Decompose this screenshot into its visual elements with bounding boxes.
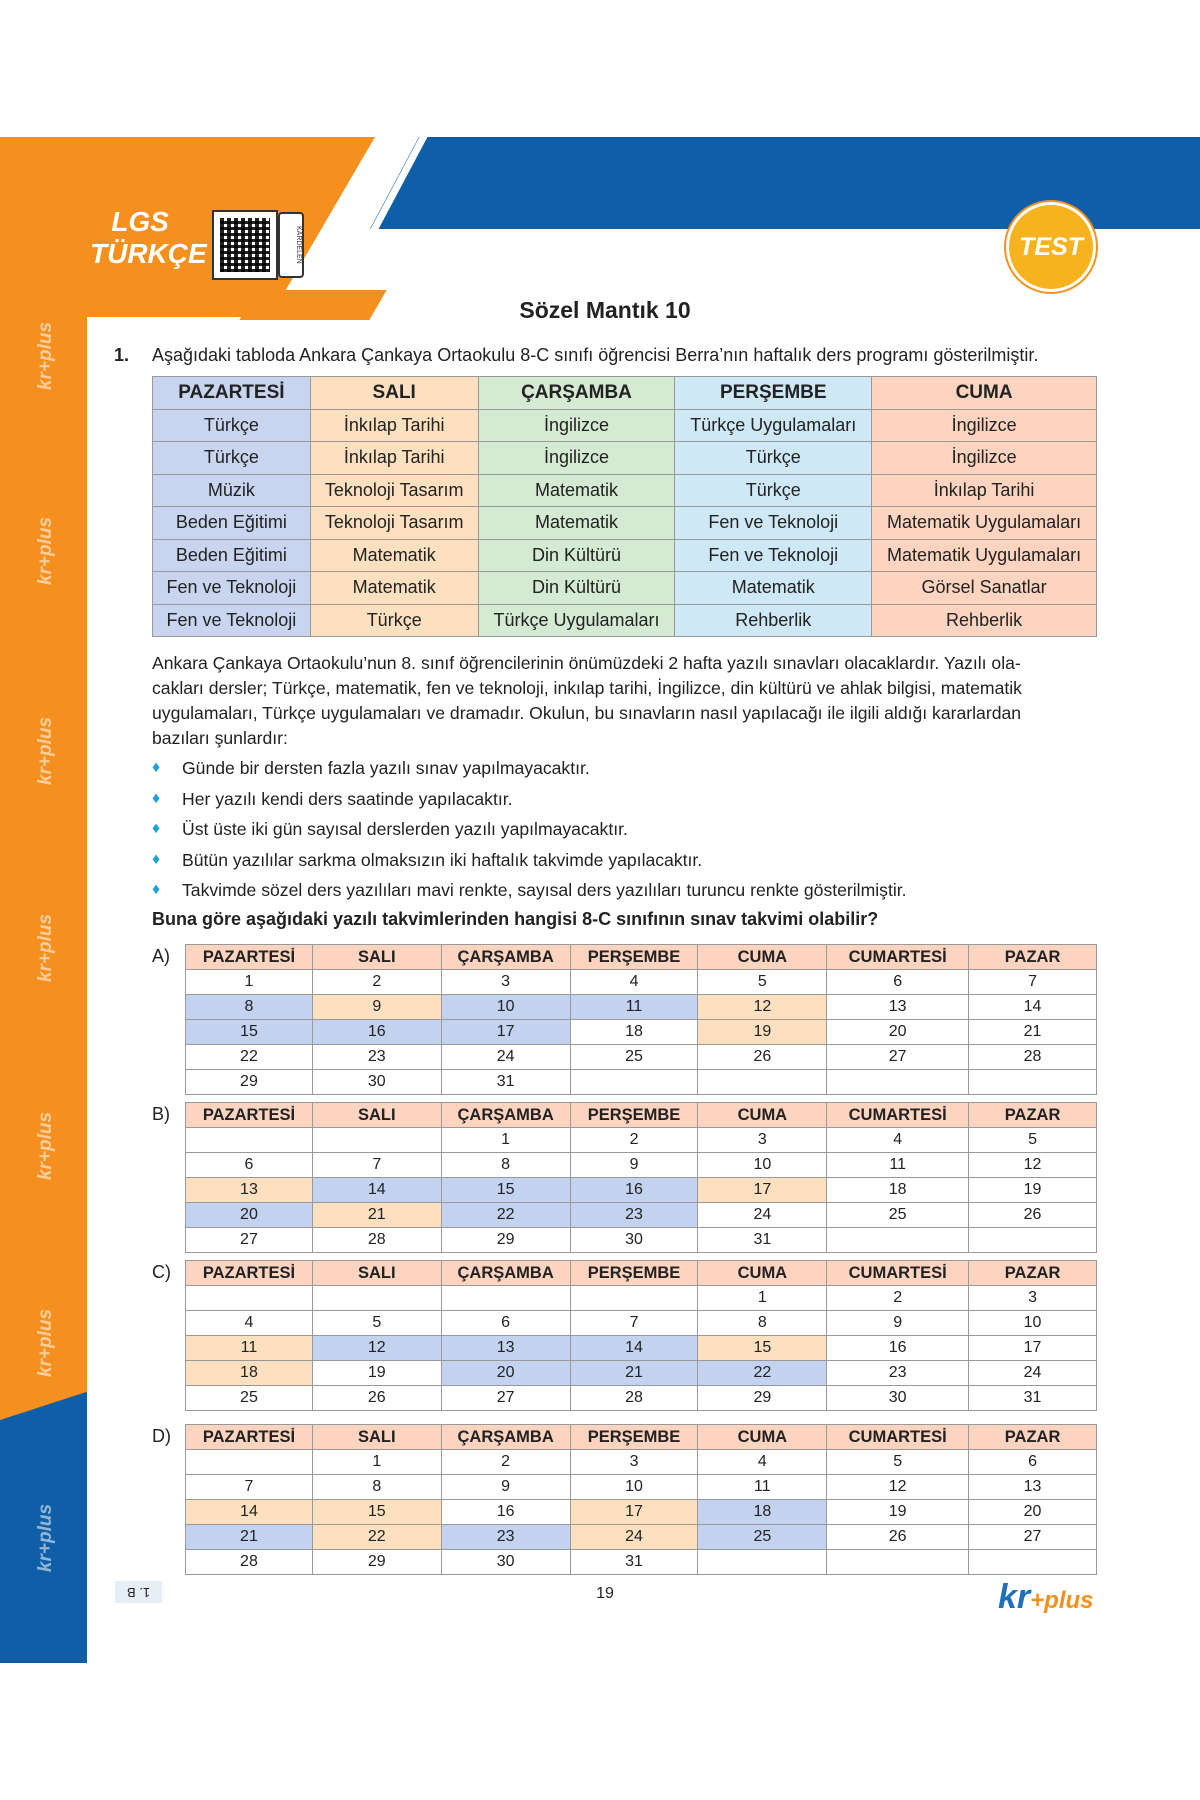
calendar-day: 17 xyxy=(969,1336,1097,1361)
schedule-cell: Türkçe xyxy=(153,409,311,442)
rule-item xyxy=(152,814,1097,845)
calendar-header-cell: PAZARTESİ xyxy=(186,1261,313,1286)
schedule-cell: Matematik xyxy=(478,474,675,507)
calendar-day: 29 xyxy=(186,1070,313,1095)
calendar-day: 1 xyxy=(441,1128,570,1153)
calendar-day: 25 xyxy=(827,1203,969,1228)
calendar-day-blue: 22 xyxy=(441,1203,570,1228)
calendar-header-cell: SALI xyxy=(312,1425,441,1450)
schedule-header-cell: PERŞEMBE xyxy=(675,377,872,410)
calendar-day: 12 xyxy=(969,1153,1097,1178)
calendar-day-blue: 21 xyxy=(186,1525,313,1550)
schedule-header-row xyxy=(153,377,1097,410)
calendar-week-row xyxy=(186,1386,1097,1411)
paragraph-line: cakları dersler; Türkçe, matematik, fen ve teknoloji, inkılap tarihi, İngilizce, din kültürü ve ahlak bilgisi, matematik xyxy=(152,678,1022,698)
test-badge: TEST 10 xyxy=(1006,202,1096,292)
calendar-week-row xyxy=(186,1228,1097,1253)
calendar-day: 19 xyxy=(312,1361,441,1386)
schedule-cell: Fen ve Teknoloji xyxy=(153,572,311,605)
calendar-day xyxy=(969,1550,1097,1575)
calendar-day: 2 xyxy=(827,1286,969,1311)
calendar-day xyxy=(698,1070,827,1095)
calendar-day-orange: 18 xyxy=(186,1361,313,1386)
calendar-day xyxy=(969,1228,1097,1253)
calendar-day-blue: 23 xyxy=(441,1525,570,1550)
calendar-day: 25 xyxy=(186,1386,313,1411)
calendar-day: 29 xyxy=(441,1228,570,1253)
calendar-day xyxy=(441,1286,570,1311)
calendar-week-row xyxy=(186,1128,1097,1153)
subject-logo-line1: LGS xyxy=(111,206,169,237)
calendar-day-blue: 14 xyxy=(312,1178,441,1203)
calendar-header-cell: CUMARTESİ xyxy=(827,1425,969,1450)
option-b-label[interactable]: B) xyxy=(152,1104,170,1124)
calendar-week-row xyxy=(186,1203,1097,1228)
schedule-cell: Rehberlik xyxy=(872,604,1097,637)
calendar-day xyxy=(570,1070,698,1095)
calendar-header-cell: PAZAR xyxy=(969,1261,1097,1286)
schedule-cell: Fen ve Teknoloji xyxy=(153,604,311,637)
calendar-day-blue: 13 xyxy=(441,1336,570,1361)
calendar-week-row xyxy=(186,1336,1097,1361)
schedule-cell: Din Kültürü xyxy=(478,539,675,572)
rule-text: Bütün yazılılar sarkma olmaksızın iki haftalık takvimde yapılacaktır. xyxy=(182,849,703,870)
calendar-day: 19 xyxy=(969,1178,1097,1203)
calendar-day: 5 xyxy=(698,970,827,995)
calendar-day xyxy=(186,1128,313,1153)
calendar-day-blue: 15 xyxy=(186,1020,313,1045)
calendar-header-cell: SALI xyxy=(312,945,441,970)
calendar-day-orange: 15 xyxy=(698,1336,827,1361)
calendar-week-row xyxy=(186,1153,1097,1178)
schedule-cell: Matematik xyxy=(675,572,872,605)
schedule-header-cell: SALI xyxy=(310,377,478,410)
calendar-day: 12 xyxy=(827,1475,969,1500)
calendar-day-orange: 11 xyxy=(186,1336,313,1361)
calendar-day-orange: 24 xyxy=(570,1525,698,1550)
calendar-day-orange: 21 xyxy=(312,1203,441,1228)
calendar-header-cell: CUMARTESİ xyxy=(827,945,969,970)
calendar-day: 11 xyxy=(827,1153,969,1178)
calendar-week-row xyxy=(186,1286,1097,1311)
answer-key: 1. B xyxy=(115,1581,162,1603)
option-c-calendar xyxy=(185,1260,1097,1411)
side-logo: kr+plus xyxy=(35,1503,56,1573)
calendar-day-blue: 12 xyxy=(312,1336,441,1361)
schedule-header-cell: PAZARTESİ xyxy=(153,377,311,410)
calendar-day-blue: 18 xyxy=(698,1500,827,1525)
calendar-day xyxy=(186,1286,313,1311)
schedule-row xyxy=(153,442,1097,475)
calendar-day: 24 xyxy=(441,1045,570,1070)
schedule-cell: Beden Eğitimi xyxy=(153,539,311,572)
calendar-day-blue: 14 xyxy=(570,1336,698,1361)
side-logo: kr+plus xyxy=(35,913,56,983)
schedule-header-cell: CUMA xyxy=(872,377,1097,410)
option-c-label[interactable]: C) xyxy=(152,1262,171,1282)
calendar-day: 9 xyxy=(441,1475,570,1500)
question-prompt: Buna göre aşağıdaki yazılı takvimlerinden hangisi 8-C sınıfının sınav takvimi olabilir? xyxy=(152,909,879,929)
calendar-header-cell: PERŞEMBE xyxy=(570,1103,698,1128)
calendar-day: 9 xyxy=(570,1153,698,1178)
schedule-cell: Rehberlik xyxy=(675,604,872,637)
calendar-day: 10 xyxy=(969,1311,1097,1336)
schedule-cell: Fen ve Teknoloji xyxy=(675,539,872,572)
calendar-day: 1 xyxy=(312,1450,441,1475)
schedule-cell: Türkçe xyxy=(675,442,872,475)
schedule-cell: Matematik xyxy=(310,572,478,605)
calendar-day-blue: 11 xyxy=(570,995,698,1020)
schedule-cell: Türkçe xyxy=(675,474,872,507)
calendar-day: 28 xyxy=(570,1386,698,1411)
paragraph-line: bazıları şunlardır: xyxy=(152,728,288,748)
calendar-day: 16 xyxy=(827,1336,969,1361)
calendar-day: 2 xyxy=(312,970,441,995)
calendar-day: 3 xyxy=(441,970,570,995)
calendar-day: 28 xyxy=(312,1228,441,1253)
calendar-day-orange: 14 xyxy=(186,1500,313,1525)
diamond-bullet-icon: ♦ xyxy=(152,820,161,837)
side-logo: kr+plus xyxy=(35,516,56,586)
calendar-day: 20 xyxy=(969,1500,1097,1525)
calendar-day: 21 xyxy=(969,1020,1097,1045)
calendar-day: 24 xyxy=(698,1203,827,1228)
question-intro: Aşağıdaki tabloda Ankara Çankaya Ortaokulu 8-C sınıfı öğrencisi Berra’nın haftalık ders programı gösterilmiştir. xyxy=(152,345,1039,365)
diamond-bullet-icon: ♦ xyxy=(152,881,161,898)
subject-logo xyxy=(90,206,207,270)
calendar-day-blue: 16 xyxy=(570,1178,698,1203)
calendar-header-row xyxy=(186,945,1097,970)
calendar-header-cell: PAZAR xyxy=(969,1425,1097,1450)
calendar-day xyxy=(312,1286,441,1311)
schedule-cell: Türkçe Uygulamaları xyxy=(478,604,675,637)
rule-text: Üst üste iki gün sayısal derslerden yazılı yapılmayacaktır. xyxy=(182,819,628,839)
rule-text: Her yazılı kendi ders saatinde yapılacaktır. xyxy=(182,788,513,809)
calendar-week-row xyxy=(186,1361,1097,1386)
calendar-day: 14 xyxy=(969,995,1097,1020)
calendar-day: 30 xyxy=(441,1550,570,1575)
rule-item xyxy=(152,753,1097,784)
calendar-day-orange: 17 xyxy=(698,1178,827,1203)
calendar-week-row xyxy=(186,1178,1097,1203)
diamond-bullet-icon: ♦ xyxy=(152,850,161,868)
schedule-cell: Beden Eğitimi xyxy=(153,507,311,540)
calendar-day: 23 xyxy=(827,1361,969,1386)
qr-tag: KARDELEN xyxy=(278,212,304,278)
calendar-day: 30 xyxy=(827,1386,969,1411)
calendar-day: 7 xyxy=(570,1311,698,1336)
rule-item xyxy=(152,784,1097,815)
schedule-cell: Fen ve Teknoloji xyxy=(675,507,872,540)
calendar-day: 1 xyxy=(698,1286,827,1311)
brand-logo xyxy=(998,1578,1094,1617)
schedule-cell: İngilizce xyxy=(872,409,1097,442)
schedule-cell: Matematik Uygulamaları xyxy=(872,507,1097,540)
calendar-week-row xyxy=(186,1475,1097,1500)
calendar-day xyxy=(312,1128,441,1153)
schedule-cell: İnkılap Tarihi xyxy=(872,474,1097,507)
rules-list xyxy=(152,753,1097,906)
calendar-day xyxy=(969,1070,1097,1095)
schedule-cell: İngilizce xyxy=(872,442,1097,475)
schedule-cell: Matematik xyxy=(478,507,675,540)
calendar-day: 4 xyxy=(827,1128,969,1153)
calendar-day xyxy=(827,1228,969,1253)
calendar-header-cell: PAZARTESİ xyxy=(186,1103,313,1128)
calendar-day: 4 xyxy=(698,1450,827,1475)
calendar-header-cell: SALI xyxy=(312,1261,441,1286)
side-logo: kr+plus xyxy=(35,1111,56,1181)
question-paragraph xyxy=(152,651,1097,751)
calendar-day: 6 xyxy=(827,970,969,995)
calendar-day-orange: 22 xyxy=(312,1525,441,1550)
schedule-cell: Müzik xyxy=(153,474,311,507)
option-d-calendar xyxy=(185,1424,1097,1575)
calendar-day: 5 xyxy=(827,1450,969,1475)
calendar-day xyxy=(827,1550,969,1575)
calendar-header-cell: CUMA xyxy=(698,1425,827,1450)
calendar-day: 27 xyxy=(827,1045,969,1070)
question-number: 1. xyxy=(114,345,130,365)
qr-code[interactable] xyxy=(212,210,278,280)
calendar-day-orange: 13 xyxy=(186,1178,313,1203)
calendar-day: 18 xyxy=(827,1178,969,1203)
calendar-day-blue: 23 xyxy=(570,1203,698,1228)
calendar-header-cell: CUMA xyxy=(698,1103,827,1128)
calendar-day: 8 xyxy=(698,1311,827,1336)
rule-item xyxy=(152,875,1097,906)
calendar-day-blue: 20 xyxy=(186,1203,313,1228)
calendar-day: 10 xyxy=(698,1153,827,1178)
schedule-cell: Teknoloji Tasarım xyxy=(310,507,478,540)
calendar-day: 28 xyxy=(969,1045,1097,1070)
schedule-cell: Türkçe xyxy=(153,442,311,475)
calendar-day-blue: 16 xyxy=(312,1020,441,1045)
calendar-header-cell: PAZARTESİ xyxy=(186,945,313,970)
schedule-cell: Türkçe Uygulamaları xyxy=(675,409,872,442)
calendar-day: 26 xyxy=(969,1203,1097,1228)
page-title: Sözel Mantık 10 xyxy=(519,297,691,323)
calendar-day: 1 xyxy=(186,970,313,995)
schedule-cell: Matematik xyxy=(310,539,478,572)
calendar-day: 11 xyxy=(698,1475,827,1500)
calendar-day: 2 xyxy=(441,1450,570,1475)
calendar-week-row xyxy=(186,1045,1097,1070)
calendar-week-row xyxy=(186,970,1097,995)
calendar-day: 6 xyxy=(969,1450,1097,1475)
calendar-day: 10 xyxy=(570,1475,698,1500)
calendar-day: 26 xyxy=(312,1386,441,1411)
rule-text: Takvimde sözel ders yazılıları mavi renkte, sayısal ders yazılıları turuncu renkte gösterilmiştir. xyxy=(182,880,907,900)
schedule-cell: Matematik Uygulamaları xyxy=(872,539,1097,572)
calendar-day-blue: 20 xyxy=(441,1361,570,1386)
calendar-day-orange: 19 xyxy=(698,1020,827,1045)
calendar-day: 3 xyxy=(969,1286,1097,1311)
calendar-day: 7 xyxy=(969,970,1097,995)
page-number: 19 xyxy=(596,1585,614,1602)
schedule-row xyxy=(153,572,1097,605)
calendar-day: 13 xyxy=(969,1475,1097,1500)
diamond-bullet-icon: ♦ xyxy=(152,759,161,776)
calendar-day: 7 xyxy=(186,1475,313,1500)
calendar-day xyxy=(698,1550,827,1575)
calendar-day-blue: 21 xyxy=(570,1361,698,1386)
calendar-day-blue: 25 xyxy=(698,1525,827,1550)
calendar-header-cell: PERŞEMBE xyxy=(570,1261,698,1286)
calendar-day: 27 xyxy=(969,1525,1097,1550)
schedule-header-cell: ÇARŞAMBA xyxy=(478,377,675,410)
calendar-day xyxy=(186,1450,313,1475)
schedule-cell: İnkılap Tarihi xyxy=(310,442,478,475)
calendar-day-blue: 15 xyxy=(441,1178,570,1203)
calendar-header-cell: CUMA xyxy=(698,945,827,970)
brand-plus: +plus xyxy=(1030,1587,1094,1614)
schedule-cell: Türkçe xyxy=(310,604,478,637)
calendar-day: 16 xyxy=(441,1500,570,1525)
calendar-day-blue: 22 xyxy=(698,1361,827,1386)
calendar-day: 8 xyxy=(312,1475,441,1500)
calendar-header-cell: PAZAR xyxy=(969,1103,1097,1128)
calendar-header-cell: CUMARTESİ xyxy=(827,1103,969,1128)
calendar-day: 31 xyxy=(570,1550,698,1575)
calendar-day-orange: 15 xyxy=(312,1500,441,1525)
calendar-day-orange: 9 xyxy=(312,995,441,1020)
calendar-header-cell: SALI xyxy=(312,1103,441,1128)
calendar-day: 31 xyxy=(441,1070,570,1095)
option-b-calendar xyxy=(185,1102,1097,1253)
calendar-day: 3 xyxy=(698,1128,827,1153)
weekly-schedule-table xyxy=(152,376,1097,637)
schedule-row xyxy=(153,409,1097,442)
calendar-header-cell: ÇARŞAMBA xyxy=(441,1425,570,1450)
option-a-calendar xyxy=(185,944,1097,1095)
calendar-day: 5 xyxy=(969,1128,1097,1153)
calendar-day: 13 xyxy=(827,995,969,1020)
calendar-week-row xyxy=(186,1311,1097,1336)
option-d-label[interactable]: D) xyxy=(152,1426,171,1446)
calendar-day: 2 xyxy=(570,1128,698,1153)
calendar-header-row xyxy=(186,1261,1097,1286)
rule-text: Günde bir dersten fazla yazılı sınav yapılmayacaktır. xyxy=(182,758,590,778)
calendar-day: 4 xyxy=(570,970,698,995)
calendar-day: 27 xyxy=(441,1386,570,1411)
schedule-row xyxy=(153,539,1097,572)
schedule-cell: İngilizce xyxy=(478,409,675,442)
calendar-day: 26 xyxy=(827,1525,969,1550)
schedule-row xyxy=(153,474,1097,507)
calendar-header-cell: PAZARTESİ xyxy=(186,1425,313,1450)
schedule-cell: Görsel Sanatlar xyxy=(872,572,1097,605)
side-logo: kr+plus xyxy=(35,716,56,786)
calendar-day xyxy=(570,1286,698,1311)
calendar-day: 27 xyxy=(186,1228,313,1253)
calendar-day-blue: 17 xyxy=(441,1020,570,1045)
calendar-week-row xyxy=(186,1550,1097,1575)
calendar-week-row xyxy=(186,1020,1097,1045)
rule-item xyxy=(152,845,1097,876)
subject-logo-line2: TÜRKÇE xyxy=(90,238,207,269)
calendar-day: 30 xyxy=(312,1070,441,1095)
side-logo: kr+plus xyxy=(35,1308,56,1378)
paragraph-line: uygulamaları, Türkçe uygulamaları ve dramadır. Okulun, bu sınavların nasıl yapılacağı ile ilgili aldığı kararlardan xyxy=(152,703,1022,723)
calendar-day: 31 xyxy=(698,1228,827,1253)
calendar-header-cell: ÇARŞAMBA xyxy=(441,1261,570,1286)
calendar-day: 26 xyxy=(698,1045,827,1070)
calendar-day: 20 xyxy=(827,1020,969,1045)
calendar-day: 5 xyxy=(312,1311,441,1336)
calendar-day-orange: 17 xyxy=(570,1500,698,1525)
schedule-cell: Din Kültürü xyxy=(478,572,675,605)
calendar-day: 6 xyxy=(441,1311,570,1336)
calendar-day: 25 xyxy=(570,1045,698,1070)
calendar-header-row xyxy=(186,1103,1097,1128)
calendar-day: 29 xyxy=(312,1550,441,1575)
calendar-header-cell: ÇARŞAMBA xyxy=(441,1103,570,1128)
calendar-day: 30 xyxy=(570,1228,698,1253)
schedule-cell: Teknoloji Tasarım xyxy=(310,474,478,507)
calendar-day: 31 xyxy=(969,1386,1097,1411)
calendar-day: 6 xyxy=(186,1153,313,1178)
calendar-day: 28 xyxy=(186,1550,313,1575)
calendar-day: 19 xyxy=(827,1500,969,1525)
calendar-day xyxy=(827,1070,969,1095)
calendar-day: 18 xyxy=(570,1020,698,1045)
calendar-day: 24 xyxy=(969,1361,1097,1386)
calendar-week-row xyxy=(186,1525,1097,1550)
calendar-header-cell: CUMARTESİ xyxy=(827,1261,969,1286)
calendar-day: 8 xyxy=(441,1153,570,1178)
calendar-header-row xyxy=(186,1425,1097,1450)
calendar-header-cell: PERŞEMBE xyxy=(570,945,698,970)
diamond-bullet-icon: ♦ xyxy=(152,789,161,807)
calendar-day-blue: 10 xyxy=(441,995,570,1020)
calendar-week-row xyxy=(186,1070,1097,1095)
calendar-day: 29 xyxy=(698,1386,827,1411)
calendar-day: 23 xyxy=(312,1045,441,1070)
calendar-week-row xyxy=(186,1450,1097,1475)
qr-pattern xyxy=(220,218,270,272)
side-logo: kr+plus xyxy=(35,321,56,391)
schedule-cell: İngilizce xyxy=(478,442,675,475)
calendar-day: 22 xyxy=(186,1045,313,1070)
calendar-day: 7 xyxy=(312,1153,441,1178)
schedule-cell: İnkılap Tarihi xyxy=(310,409,478,442)
calendar-week-row xyxy=(186,1500,1097,1525)
calendar-header-cell: PERŞEMBE xyxy=(570,1425,698,1450)
calendar-day-blue: 8 xyxy=(186,995,313,1020)
calendar-day: 4 xyxy=(186,1311,313,1336)
schedule-row xyxy=(153,507,1097,540)
paragraph-line: Ankara Çankaya Ortaokulu’nun 8. sınıf öğrencilerinin önümüzdeki 2 hafta yazılı sınavları olacaklardır. Yazılı ola- xyxy=(152,653,1021,673)
brand-main: kr xyxy=(998,1578,1031,1616)
calendar-header-cell: CUMA xyxy=(698,1261,827,1286)
schedule-row xyxy=(153,604,1097,637)
calendar-header-cell: ÇARŞAMBA xyxy=(441,945,570,970)
option-a-label[interactable]: A) xyxy=(152,946,170,966)
calendar-day: 9 xyxy=(827,1311,969,1336)
calendar-header-cell: PAZAR xyxy=(969,945,1097,970)
calendar-week-row xyxy=(186,995,1097,1020)
calendar-day: 3 xyxy=(570,1450,698,1475)
calendar-day-orange: 12 xyxy=(698,995,827,1020)
